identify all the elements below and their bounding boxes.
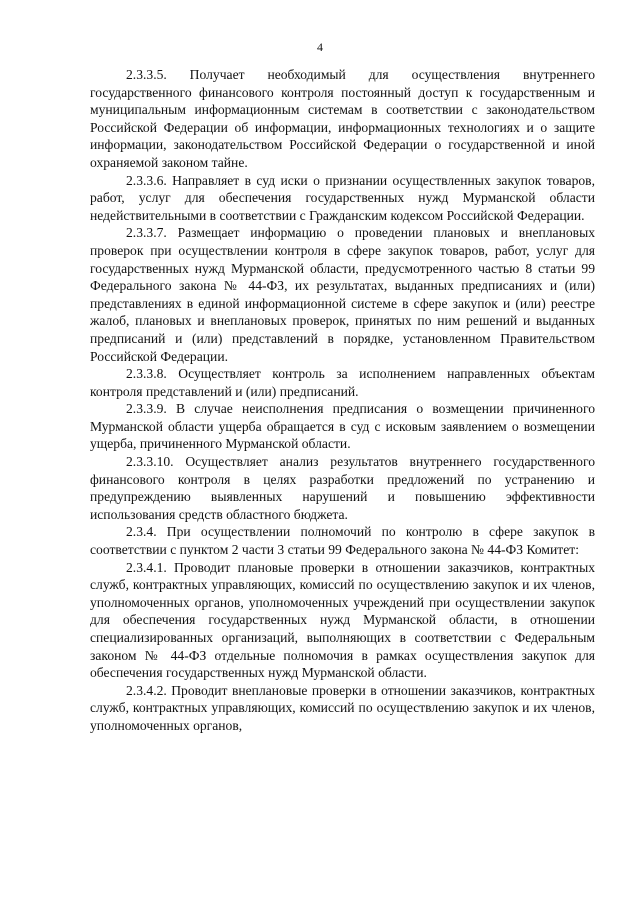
paragraph-2-3-3-5: 2.3.3.5. Получает необходимый для осуществления внутреннего государственного финансового контроля постоянный доступ к государственным и муниципальным информационным системам в соответствии с законодательством Российской Федерации об информации, информационных технологиях и о защите информации, законодательством Российской Федерации о государственной и иной охраняемой законом тайне. xyxy=(90,67,595,170)
paragraph-2-3-4: 2.3.4. При осуществлении полномочий по контролю в сфере закупок в соответствии с пунктом 2 части 3 статьи 99 Федерального закона № 44-ФЗ Комитет: xyxy=(90,524,595,558)
paragraph-2-3-4-2: 2.3.4.2. Проводит внеплановые проверки в отношении заказчиков, контрактных служб, контрактных управляющих, комиссий по осуществлению закупок и их членов, уполномоченных органов, xyxy=(90,682,595,733)
paragraph-2-3-4-1: 2.3.4.1. Проводит плановые проверки в отношении заказчиков, контрактных служб, контрактных управляющих, комиссий по осуществлению закупок и их членов, уполномоченных органов, уполномоченных учреждений при осуществлении закупок для обеспечения государственных нужд Мурманской области, в отношении специализированных организаций, выполняющих в соответствии с Федеральным законом № 44-ФЗ отдельные полномочия в рамках осуществления закупок для обеспечения государственных нужд Мурманской области. xyxy=(90,559,595,681)
paragraph-2-3-3-6: 2.3.3.6. Направляет в суд иски о признании осуществленных закупок товаров, работ, услуг для обеспечения государственных нужд Мурманской области недействительными в соответствии с Гражданским кодексом Российской Федерации. xyxy=(90,172,595,223)
paragraph-2-3-3-10: 2.3.3.10. Осуществляет анализ результатов внутреннего государственного финансового контроля в целях разработки предложений по устранению и предупреждению выявленных нарушений и повышению эффективности использования средств областного бюджета. xyxy=(90,454,595,522)
paragraph-2-3-3-9: 2.3.3.9. В случае неисполнения предписания о возмещении причиненного Мурманской области ущерба обращается в суд с исковым заявлением о возмещении ущерба, причиненного Мурманской области. xyxy=(90,401,595,452)
paragraph-2-3-3-7: 2.3.3.7. Размещает информацию о проведении плановых и внеплановых проверок при осуществлении контроля в сфере закупок товаров, работ, услуг для государственных нужд Мурманской области, предусмотренного частью 8 статьи 99 Федерального закона № 44-ФЗ, их результатах, выданных предписаниях и (или) представлениях в единой информационной системе в сфере закупок и (или) реестре жалоб, плановых и внеплановых проверок, принятых по ним решений и выданных предписаний и (или) представлений в порядке, установленном Правительством Российской Федерации. xyxy=(90,225,595,364)
paragraph-2-3-3-8: 2.3.3.8. Осуществляет контроль за исполнением направленных объектам контроля представлений и (или) предписаний. xyxy=(90,366,595,399)
document-body xyxy=(90,66,595,735)
page-number: 4 xyxy=(317,40,323,54)
